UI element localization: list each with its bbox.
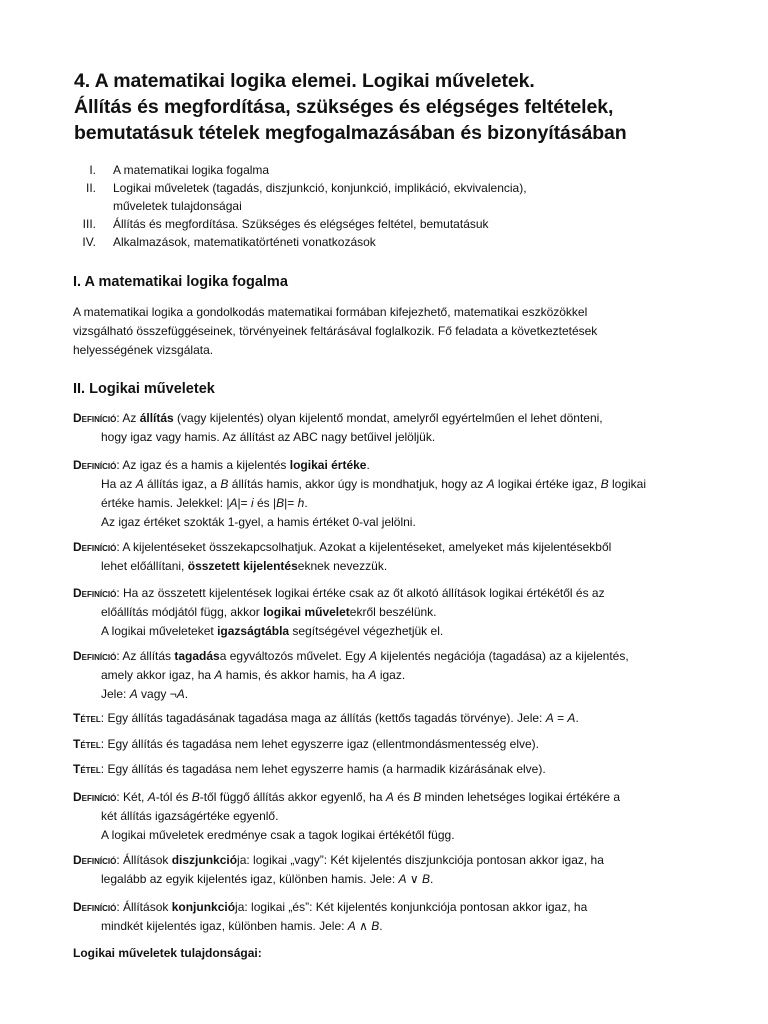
toc-text: Logikai műveletek (tagadás, diszjunkció, konjunkció, implikáció, ekvivalencia), — [113, 181, 527, 195]
definition-logical-value: Definíció: Az igaz és a hamis a kijelentés logikai értéke. Ha az A állítás igaz, a B állítás hamis, akkor úgy is mondhatjuk, hogy az A logikai értéke igaz, B logikai értéke hamis. Jelekkel: |A|= i és |B|= h. Az igaz értéket szokták 1-gyel, a hamis értéket 0-val jelölni. — [73, 458, 647, 529]
definition-label: Definíció — [73, 853, 117, 867]
theorem-non-contradiction: Tétel: Egy állítás és tagadása nem lehet egyszerre igaz (ellentmondásmentesség elve). — [73, 737, 540, 751]
table-of-contents — [78, 161, 718, 251]
definition-label: Definíció — [73, 649, 117, 663]
definition-equality: Definíció: Két, A-tól és B-től függő állítás akkor egyenlő, ha A és B minden lehetséges logikai értékére a két állítás igazságértéke egyenlő. A logikai műveletek eredménye csak a tagok logikai értékétől függ. — [73, 790, 621, 842]
toc-number: I. — [89, 163, 96, 177]
title-line-2: Állítás és megfordítása, szükséges és elégséges feltételek, — [74, 96, 614, 118]
definition-label: Definíció — [73, 586, 117, 600]
toc-item — [78, 197, 718, 215]
definition-conjunction: Definíció: Állítások konjunkciója: logikai „és”: Két kijelentés konjunkciója pontosan akkor igaz, ha mindkét kijelentés igaz, különben hamis. Jele: A ∧ B. — [73, 900, 588, 933]
definition-statement: Definíció: Az állítás (vagy kijelentés) olyan kijelentő mondat, amelyről egyértelműen el lehet dönteni, hogy igaz vagy hamis. Az állítást az ABC nagy betűivel jelöljük. — [73, 411, 603, 444]
toc-item — [78, 215, 718, 233]
toc-number: III. — [82, 217, 96, 231]
definition-negation: Definíció: Az állítás tagadása egyváltozós művelet. Egy A kijelentés negációja (tagadása) az a kijelentés, amely akkor igaz, ha A hamis, és akkor hamis, ha A igaz. Jele: A vagy ¬A. — [73, 649, 629, 701]
definition-disjunction: Definíció: Állítások diszjunkciója: logikai „vagy”: Két kijelentés diszjunkciója pontosan akkor igaz, ha legalább az egyik kijelentés igaz, különben hamis. Jele: A ∨ B. — [73, 853, 604, 886]
toc-item — [78, 233, 718, 251]
toc-text: Alkalmazások, matematikatörténeti vonatkozások — [113, 235, 376, 249]
definition-label: Definíció — [73, 540, 117, 554]
title-line-3: bemutatásuk tételek megfogalmazásában és bizonyításában — [74, 122, 627, 144]
page-title — [74, 68, 754, 146]
theorem-double-negation: Tétel: Egy állítás tagadásának tagadása maga az állítás (kettős tagadás törvénye). Jele: A = A. — [73, 711, 579, 725]
toc-number: IV. — [82, 235, 96, 249]
title-line-1: 4. A matematikai logika elemei. Logikai műveletek. — [74, 70, 535, 92]
paragraph-line: A matematikai logika a gondolkodás matematikai formában kifejezhető, matematikai eszközökkel — [73, 305, 588, 319]
theorem-label: Tétel — [73, 737, 101, 751]
section-heading-2: II. Logikai műveletek — [73, 381, 215, 397]
theorem-label: Tétel — [73, 762, 101, 776]
toc-text: Állítás és megfordítása. Szükséges és elégséges feltétel, bemutatásuk — [113, 217, 489, 231]
definition-label: Definíció — [73, 790, 117, 804]
section-1-paragraph — [73, 303, 693, 360]
definition-label: Definíció — [73, 900, 117, 914]
paragraph-line: vizsgálható összefüggéseinek, törvényeinek feltárásával foglalkozik. Fő feladata a következtetések — [73, 324, 598, 338]
paragraph-line: helyességének vizsgálata. — [73, 343, 214, 357]
toc-item — [78, 161, 718, 179]
theorem-excluded-middle: Tétel: Egy állítás és tagadása nem lehet egyszerre hamis (a harmadik kizárásának elve). — [73, 762, 546, 776]
section-heading-1: I. A matematikai logika fogalma — [73, 274, 288, 290]
definition-logical-operation: Definíció: Ha az összetett kijelentések logikai értéke csak az őt alkotó állítások logikai értékétől és az előállítás módjától függ, akkor logikai műveletekről beszélünk. A logikai műveleteket igazságtábla segítségével végezhetjük el. — [73, 586, 605, 638]
toc-text: A matematikai logika fogalma — [113, 163, 270, 177]
definition-label: Definíció — [73, 411, 117, 425]
toc-item — [78, 179, 718, 197]
definition-compound-statement: Definíció: A kijelentéseket összekapcsolhatjuk. Azokat a kijelentéseket, amelyeket más kijelentésekből lehet előállítani, összetett kijelentéseknek nevezzük. — [73, 540, 612, 573]
theorem-label: Tétel — [73, 711, 101, 725]
operation-properties-heading: Logikai műveletek tulajdonságai: — [73, 946, 262, 960]
toc-text: műveletek tulajdonságai — [113, 199, 242, 213]
toc-number: II. — [85, 181, 96, 195]
definition-label: Definíció — [73, 458, 117, 472]
